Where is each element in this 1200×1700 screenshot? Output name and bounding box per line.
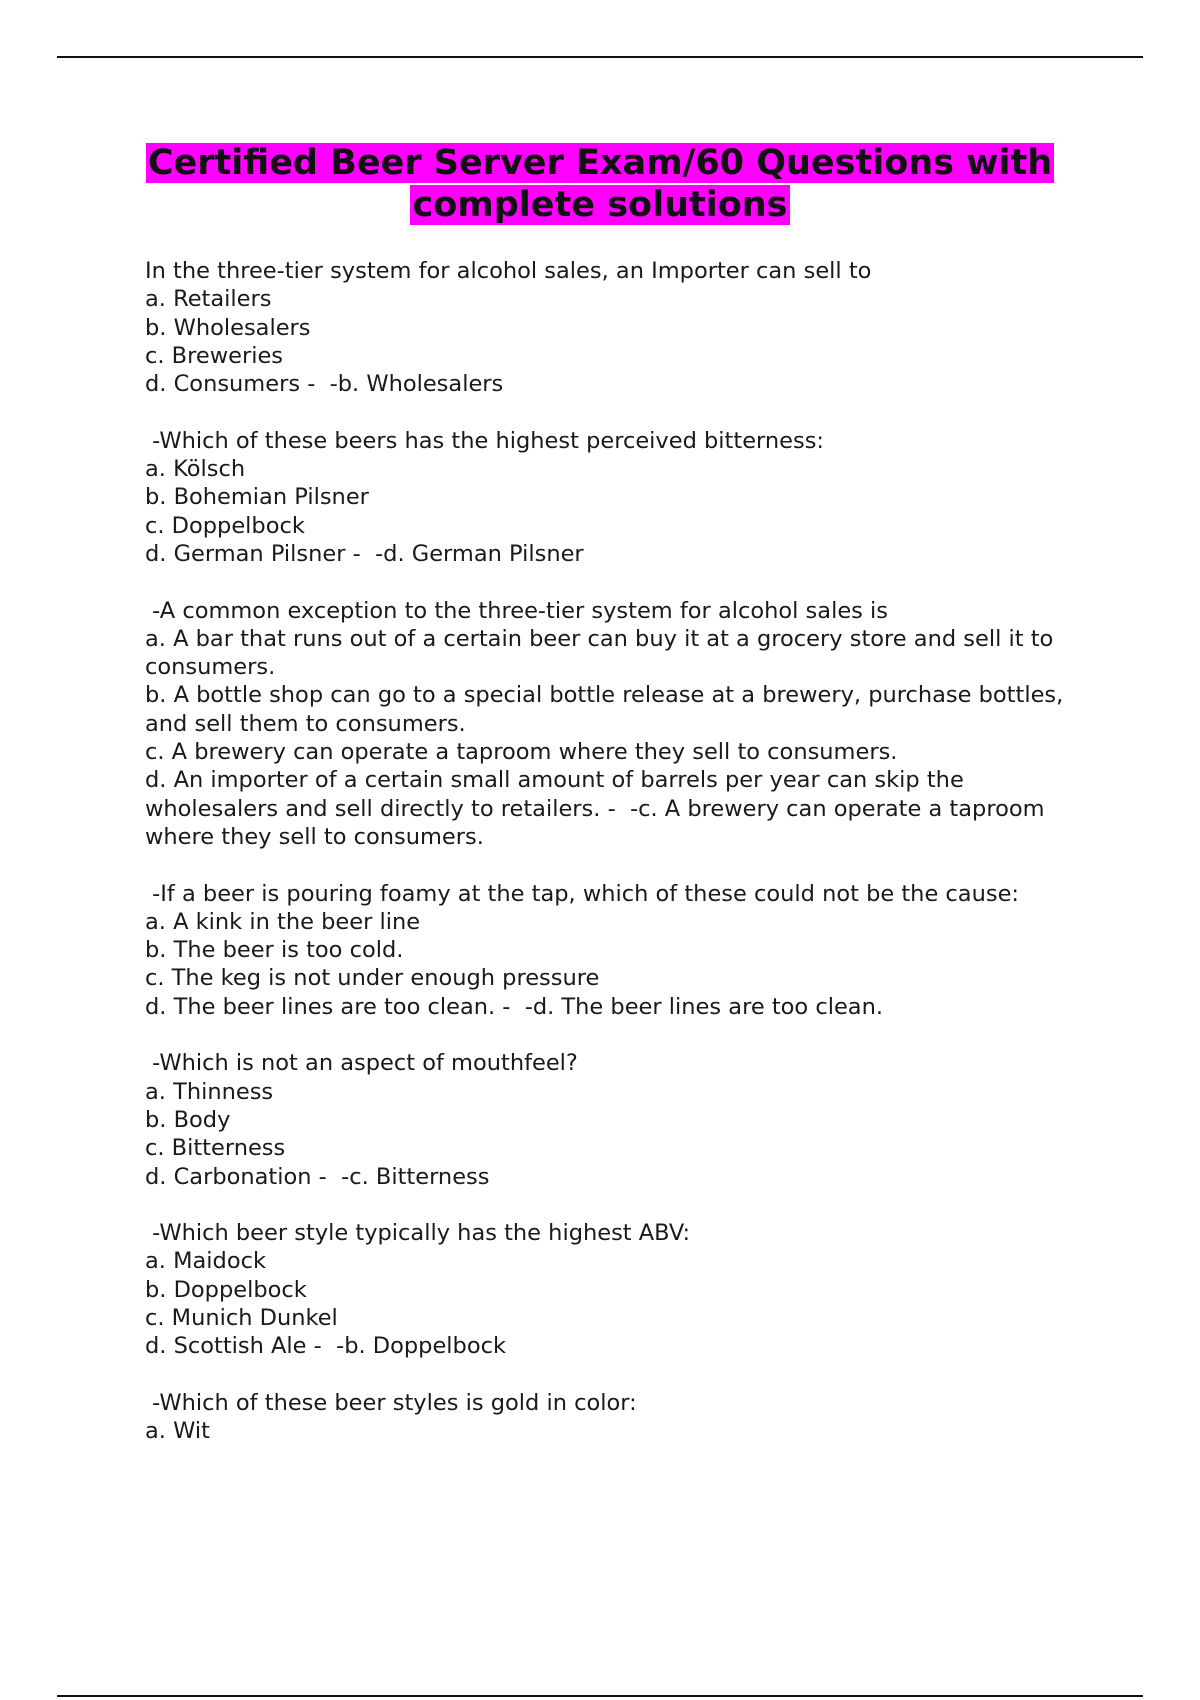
question-2 [145,427,1090,568]
question-6-option-a: a. Maidock [145,1248,266,1275]
question-5-option-d-answer: d. Carbonation - -c. Bitterness [145,1163,490,1190]
question-list [145,257,1090,1474]
question-1 [145,257,1090,398]
question-1-prompt: In the three-tier system for alcohol sales, an Importer can sell to [145,258,872,284]
question-1-option-c: c. Breweries [145,342,284,369]
question-5 [145,1049,1090,1190]
question-6-option-c: c. Munich Dunkel [145,1304,338,1331]
question-7-prompt: -Which of these beer styles is gold in color: [145,1389,637,1416]
question-3-option-b: b. A bottle shop can go to a special bottle release at a brewery, purchase bottles, and sell them to consumers. [145,682,1071,737]
question-3-prompt: -A common exception to the three-tier system for alcohol sales is [145,597,889,624]
question-2-option-d-answer: d. German Pilsner - -d. German Pilsner [145,540,584,567]
question-5-option-a: a. Thinness [145,1078,274,1105]
question-6-prompt: -Which beer style typically has the highest ABV: [145,1220,691,1247]
question-3-option-c: c. A brewery can operate a taproom where they sell to consumers. [145,739,898,766]
question-2-option-c: c. Doppelbock [145,512,305,539]
document-title: Certified Beer Server Exam/60 Questions with complete solutions [147,143,1053,225]
question-6 [145,1219,1090,1360]
question-2-option-b: b. Bohemian Pilsner [145,484,369,511]
question-4-option-c: c. The keg is not under enough pressure [145,965,600,992]
question-1-option-b: b. Wholesalers [145,314,311,341]
question-7 [145,1389,1090,1446]
question-2-option-a: a. Kölsch [145,456,246,483]
bottom-rule [57,1695,1143,1697]
question-6-option-b: b. Doppelbock [145,1276,307,1303]
question-1-option-a: a. Retailers [145,286,272,313]
question-3-option-a: a. A bar that runs out of a certain beer can buy it at a grocery store and sell it to consumers. [145,625,1061,681]
question-4-option-b: b. The beer is too cold. [145,937,404,964]
question-2-prompt: -Which of these beers has the highest perceived bitterness: [145,427,825,454]
question-1-option-d-answer: d. Consumers - -b. Wholesalers [145,371,504,398]
title-block [100,142,1100,226]
question-3 [145,597,1090,852]
question-3-option-d-answer: d. An importer of a certain small amount of barrels per year can skip the wholesalers and sell directly to retailers. - -c. A brewery can operate a taproom where they sell to consumers. [145,767,1052,850]
top-rule [57,56,1143,58]
question-4-option-a: a. A kink in the beer line [145,908,421,935]
question-5-option-c: c. Bitterness [145,1135,286,1162]
question-4-option-d-answer: d. The beer lines are too clean. - -d. The beer lines are too clean. [145,993,883,1020]
question-5-option-b: b. Body [145,1106,231,1133]
question-4 [145,880,1090,1021]
question-4-prompt: -If a beer is pouring foamy at the tap, which of these could not be the cause: [145,880,1019,907]
question-5-prompt: -Which is not an aspect of mouthfeel? [145,1050,578,1077]
question-7-option-a: a. Wit [145,1418,210,1445]
question-6-option-d-answer: d. Scottish Ale - -b. Doppelbock [145,1333,506,1360]
